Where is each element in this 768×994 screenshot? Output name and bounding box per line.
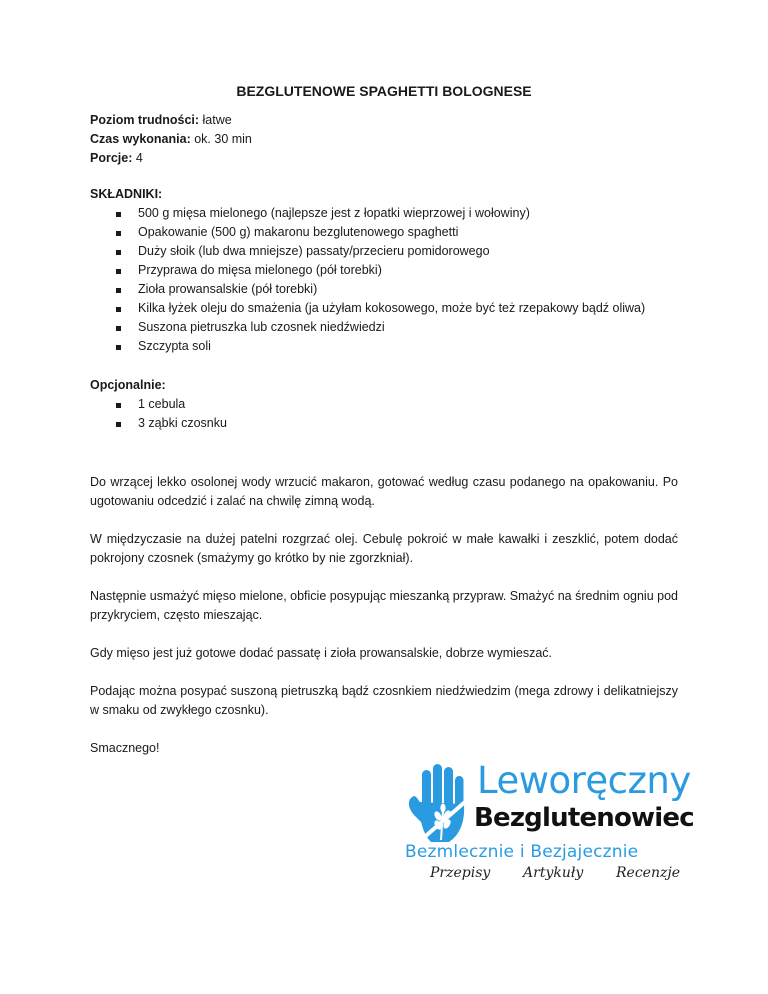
step-paragraph: W międzyczasie na dużej patelni rozgrzać olej. Cebulę pokroić w małe kawałki i zeszklić, potem dodać pokrojony czosnek (smażymy go krótko by nie zgorzkniał). [90,532,678,565]
square-bullet-icon [116,288,121,293]
square-bullet-icon [116,269,121,274]
difficulty-label: Poziom trudności: [90,113,200,127]
list-item: 1 cebula [90,395,678,414]
brand-logo [405,759,694,890]
step-paragraph: Gdy mięso jest już gotowe dodać passatę i zioła prowansalskie, dobrze wymieszać. [90,646,553,660]
logo-link-reviews: Recenzje [616,865,680,881]
servings-line [90,149,678,168]
square-bullet-icon [116,307,121,312]
step-paragraph: Następnie usmażyć mięso mielone, obficie posypując mieszanką przypraw. Smażyć na średnim ogniu pod przykryciem, często mieszając. [90,589,678,622]
list-item: Przyprawa do mięsa mielonego (pół torebki) [90,261,678,280]
list-item: 500 g mięsa mielonego (najlepsze jest z łopatki wieprzowej i wołowiny) [90,204,678,223]
optional-list [90,395,678,433]
logo-link-recipes: Przepisy [430,865,491,881]
ingredients-list [90,204,678,356]
closing-text: Smacznego! [90,741,160,755]
list-item: 3 ząbki czosnku [90,414,678,433]
recipe-document [90,80,678,777]
logo-links [430,864,680,883]
square-bullet-icon [116,345,121,350]
list-item: Suszona pietruszka lub czosnek niedźwiedzi [90,318,678,337]
logo-link-articles: Artykuły [523,865,584,881]
list-item: Zioła prowansalskie (pół torebki) [90,280,678,299]
list-item: Duży słoik (lub dwa mniejsze) passaty/przecieru pomidorowego [90,242,678,261]
difficulty-value: łatwe [202,113,232,127]
square-bullet-icon [116,422,121,427]
brand-tagline: Bezmlecznie i Bezjajecznie [405,842,639,862]
square-bullet-icon [116,250,121,255]
time-value: ok. 30 min [194,132,252,146]
square-bullet-icon [116,212,121,217]
optional-heading: Opcjonalnie: [90,378,166,392]
brand-name-line1: Leworęczny [477,759,691,802]
brand-name-line2: Bezglutenowiec [474,803,694,833]
step-paragraph: Podając można posypać suszoną pietruszką bądź czosnkiem niedźwiedzim (mega zdrowy i delikatniejszy w smaku od zwykłego czosnku). [90,684,678,717]
ingredients-heading: SKŁADNIKI: [90,187,163,201]
servings-label: Porcje: [90,151,133,165]
square-bullet-icon [116,403,121,408]
hand-logo-icon [405,762,473,844]
step-paragraph: Do wrzącej lekko osolonej wody wrzucić makaron, gotować według czasu podanego na opakowaniu. Po ugotowaniu odcedzić i zalać na chwilę zimną wodą. [90,475,678,508]
list-item: Kilka łyżek oleju do smażenia (ja użyłam kokosowego, może być też rzepakowy bądź oliwa) [90,299,678,318]
list-item: Opakowanie (500 g) makaronu bezglutenowego spaghetti [90,223,678,242]
square-bullet-icon [116,326,121,331]
square-bullet-icon [116,231,121,236]
recipe-title: BEZGLUTENOWE SPAGHETTI BOLOGNESE [236,83,532,99]
time-label: Czas wykonania: [90,132,191,146]
servings-value: 4 [135,151,143,165]
list-item: Szczypta soli [90,337,678,356]
time-line [90,130,678,149]
difficulty-line [90,111,678,130]
